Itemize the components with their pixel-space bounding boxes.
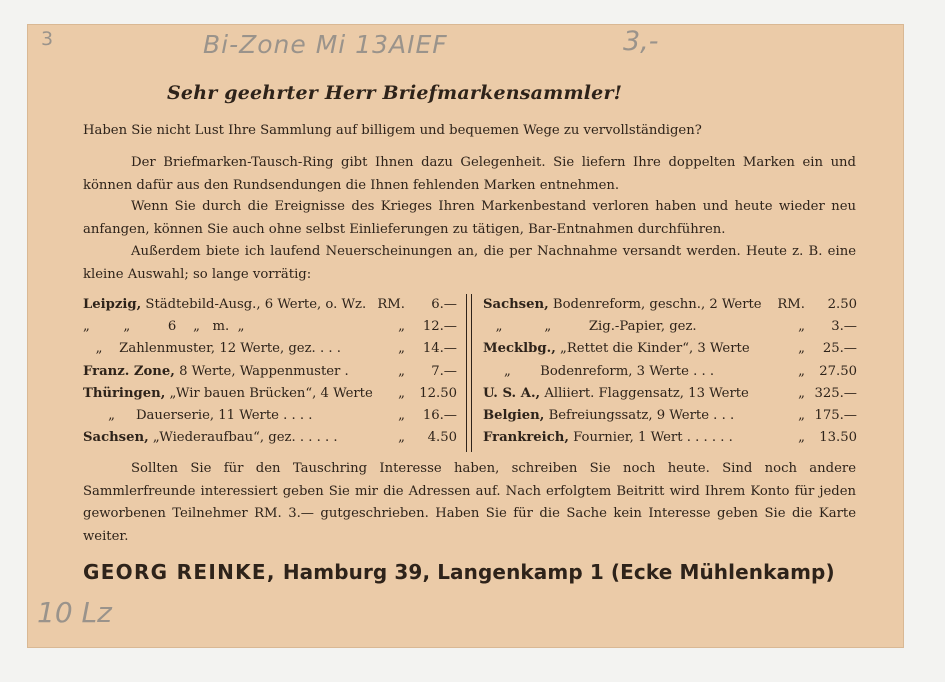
offer-price: 12.— xyxy=(422,319,457,335)
offer-unit: „ xyxy=(798,407,805,423)
offer-price: 14.— xyxy=(422,341,457,357)
offer-row xyxy=(483,294,857,316)
pencil-note-price: 3,- xyxy=(623,26,659,57)
salutation: Sehr geehrter Herr Briefmarkensammler! xyxy=(167,82,623,104)
offer-row xyxy=(83,338,457,360)
offer-unit: „ xyxy=(398,341,405,357)
offer-row xyxy=(483,361,857,383)
offer-row xyxy=(83,427,457,449)
offer-price: 16.— xyxy=(422,407,457,423)
company-name: GEORG REINKE, xyxy=(83,560,276,584)
offer-description: „ „ 6 „ m. „ xyxy=(83,319,245,335)
paragraph-intro: Haben Sie nicht Lust Ihre Sammlung auf billigem und bequemen Wege zu vervollständigen? xyxy=(83,123,702,138)
offer-unit: „ xyxy=(798,319,805,335)
offer-price: 25.— xyxy=(822,341,857,357)
pencil-note-catalog: Bi-Zone Mi 13AIEF xyxy=(203,30,448,59)
company-line xyxy=(83,560,856,584)
offer-price: 175.— xyxy=(814,407,857,423)
offer-description: „ „ Zig.-Papier, gez. xyxy=(483,319,697,335)
offer-unit: „ xyxy=(398,319,405,335)
offer-description: „ Bodenreform, 3 Werte . . . xyxy=(483,363,715,379)
pencil-note-corner: 3 xyxy=(41,28,54,50)
offer-row xyxy=(83,294,457,316)
offer-description: Städtebild-Ausg., 6 Werte, o. Wz. xyxy=(145,297,367,312)
offer-price: 3.— xyxy=(831,319,857,335)
offer-unit: „ xyxy=(798,430,805,446)
offer-row xyxy=(483,316,857,338)
offer-description: Bodenreform, geschn., 2 Werte xyxy=(552,297,762,312)
offer-price: 27.50 xyxy=(819,363,857,379)
offer-price: 13.50 xyxy=(819,430,857,446)
paragraph-werbung: Sollten Sie für den Tauschring Interesse haben, schreiben Sie noch heute. Sind noch andere Sammlerfreunde interessiert geben Sie mir die Adressen auf. Nach erfolgtem Beitritt wird Ihrem Konto für jeden geworbenen Teilnehmer RM. 3.— gutgeschrieben. Haben Sie für die Sache kein Interesse geben Sie die Karte weiter. xyxy=(83,461,856,544)
offer-price: 325.— xyxy=(814,385,857,401)
offer-price: 12.50 xyxy=(419,385,457,401)
pencil-note-bottom: 10 Lz xyxy=(37,596,112,629)
offer-column-right xyxy=(483,294,857,449)
offer-description: „ Dauerserie, 11 Werte . . . . xyxy=(83,407,313,423)
company-address: Hamburg 39, Langenkamp 1 (Ecke Mühlenkamp) xyxy=(282,560,835,584)
offer-description: Befreiungssatz, 9 Werte . . . xyxy=(548,407,735,423)
offer-row xyxy=(83,361,457,383)
offer-region: Mecklbg., xyxy=(483,341,556,357)
offer-description: „Rettet die Kinder“, 3 Werte xyxy=(560,341,750,357)
offer-list xyxy=(83,294,857,452)
offer-unit: RM. xyxy=(777,297,805,312)
offer-price: 2.50 xyxy=(827,297,857,312)
offer-description: „ Zahlenmuster, 12 Werte, gez. . . . xyxy=(83,341,341,357)
paragraph-neuerscheinungen: Außerdem biete ich laufend Neuerscheinungen an, die per Nachnahme versandt werden. Heute z. B. eine kleine Auswahl; so lange vorrätig: xyxy=(83,244,856,282)
postcard xyxy=(27,24,904,648)
offer-region: Leipzig, xyxy=(83,297,142,312)
offer-unit: RM. xyxy=(377,297,405,312)
offer-region: Franz. Zone, xyxy=(83,363,175,379)
offer-description: „Wiederaufbau“, gez. . . . . . xyxy=(152,430,338,446)
offer-price: 4.50 xyxy=(427,430,457,446)
offer-unit: „ xyxy=(798,363,805,379)
offer-row xyxy=(83,383,457,405)
offer-region: U. S. A., xyxy=(483,385,541,401)
offer-region: Sachsen, xyxy=(483,297,549,312)
offer-row xyxy=(483,383,857,405)
offer-row xyxy=(83,316,457,338)
offer-region: Frankreich, xyxy=(483,430,569,446)
offer-column-left xyxy=(83,294,457,449)
offer-row xyxy=(483,427,857,449)
offer-price: 6.— xyxy=(431,297,457,312)
offer-region: Belgien, xyxy=(483,407,545,423)
offer-unit: „ xyxy=(398,385,405,401)
offer-unit: „ xyxy=(398,363,405,379)
offer-row xyxy=(483,338,857,360)
offer-row xyxy=(83,405,457,427)
offer-description: 8 Werte, Wappenmuster . xyxy=(179,363,349,379)
offer-unit: „ xyxy=(398,430,405,446)
offer-description: Alliiert. Flaggensatz, 13 Werte xyxy=(544,385,749,401)
offer-row xyxy=(483,405,857,427)
offer-region: Sachsen, xyxy=(83,430,149,446)
paragraph-tauschring: Der Briefmarken-Tausch-Ring gibt Ihnen dazu Gelegenheit. Sie liefern Ihre doppelten Marken ein und können dafür aus den Rundsendungen die Ihnen fehlenden Marken entnehmen. xyxy=(83,155,856,193)
offer-region: Thüringen, xyxy=(83,385,166,401)
offer-description: „Wir bauen Brücken“, 4 Werte xyxy=(169,385,373,401)
column-divider xyxy=(466,294,472,452)
offer-unit: „ xyxy=(798,341,805,357)
paragraph-krieg: Wenn Sie durch die Ereignisse des Krieges Ihren Markenbestand verloren haben und heute wieder neu anfangen, können Sie auch ohne selbst Einlieferungen zu tätigen, Bar-Entnahmen durchführen. xyxy=(83,199,856,237)
offer-unit: „ xyxy=(798,385,805,401)
offer-price: 7.— xyxy=(431,363,457,379)
offer-description: Fournier, 1 Wert . . . . . . xyxy=(573,430,733,446)
offer-unit: „ xyxy=(398,407,405,423)
